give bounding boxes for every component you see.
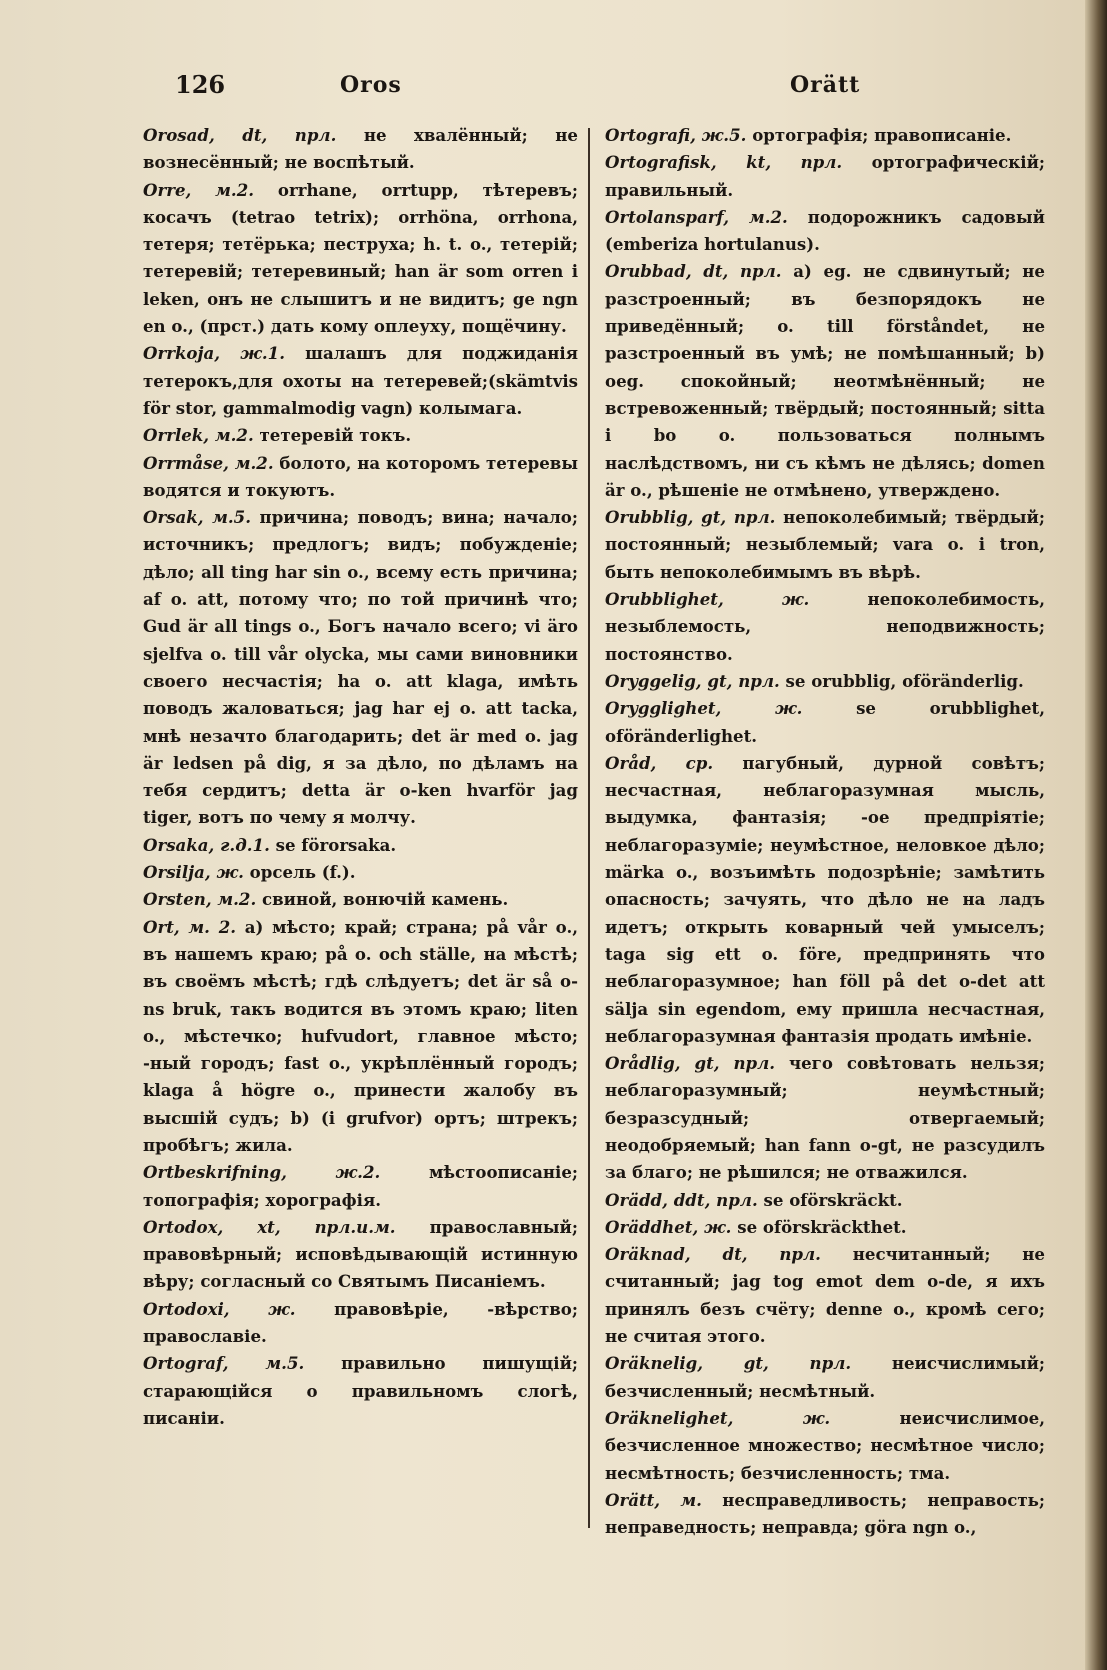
left-column [143, 122, 578, 1432]
dictionary-entry [605, 1350, 1045, 1405]
entry-definition: правильно пишущій; старающійся о правильномъ слогѣ, писаніи. [143, 1353, 578, 1428]
entry-definition: мѣстоописаніе; топографія; хорографія. [143, 1162, 579, 1210]
entry-headword: Ortograf, м.5. [143, 1353, 305, 1374]
entry-definition: православный; правовѣрный; исповѣдывающій истинную вѣру; согласный со Святымъ Писаніемъ. [143, 1216, 578, 1292]
dictionary-entry [605, 1241, 1045, 1350]
entry-definition: подорожникъ садовый (emberiza hortulanus). [605, 206, 1045, 255]
entry-headword: Oråd, ср. [605, 752, 714, 773]
entry-headword: Oräknelig, gt, прл. [605, 1353, 852, 1374]
dictionary-entry [143, 450, 578, 505]
dictionary-entry [605, 504, 1045, 586]
dictionary-entry [605, 586, 1045, 668]
entry-definition: несправедливость; неправость; неправедность; неправда; göra ngn o., [605, 1489, 1045, 1538]
dictionary-entry [605, 1487, 1045, 1542]
dictionary-entry [605, 1050, 1045, 1186]
entry-headword: Ortbeskrifning, ж.2. [143, 1162, 381, 1183]
entry-definition: неисчислимый; безчисленный; несмѣтный. [605, 1353, 1045, 1401]
entry-definition: болото, на которомъ тетеревы водятся и токуютъ. [143, 452, 578, 500]
column-divider [588, 128, 590, 1528]
dictionary-entry [143, 886, 578, 913]
entry-definition: непоколебимость, незыблемость, неподвижность; постоянство. [605, 589, 1045, 664]
dictionary-entry [143, 504, 578, 832]
entry-headword: Orådlig, gt, прл. [605, 1053, 776, 1074]
page-number: 126 [175, 70, 226, 99]
entry-headword: Orre, м.2. [143, 179, 255, 200]
dictionary-entry [605, 1214, 1045, 1241]
entry-headword: Ortografisk, kt, прл. [605, 152, 843, 173]
entry-headword: Orädd, ddt, прл. [605, 1189, 758, 1210]
entry-definition: правовѣріе, -вѣрство; православіе. [143, 1298, 579, 1347]
dictionary-entry [143, 1214, 578, 1296]
entry-definition: несчитанный; не считанный; jag tog emot dem o-de, я ихъ принялъ безъ счёту; denne o., кромѣ сего; не считая этого. [605, 1244, 1045, 1347]
entry-headword: Orsaka, г.д.1. [143, 834, 270, 855]
dictionary-entry [605, 1187, 1045, 1214]
entry-headword: Orsten, м.2. [143, 889, 257, 910]
entry-definition: ортографическій; правильный. [605, 152, 1046, 200]
dictionary-entry [605, 204, 1045, 259]
entry-definition: непоколебимый; твёрдый; постоянный; незыблемый; vara o. i tron, быть непоколебимымъ въ вѣрѣ. [605, 507, 1045, 582]
entry-headword: Orubbad, dt, прл. [605, 261, 782, 282]
entry-headword: Orrlek, м.2. [143, 425, 254, 446]
entry-definition: orrhane, orrtupp, тѣтеревъ; косачъ (tetrao tetrix); orrhöna, orrhona, тетеря; тетёрька; пеструха; h. t. o., тетерій; тетеревій; тетеревиный; han är som orren i leken, онъ не слышитъ и не видитъ; ge ngn en o., (прст.) дать кому оплеуху, пощёчину. [143, 179, 578, 337]
entry-definition: чего совѣтовать нельзя; неблагоразумный; неумѣстный; безразсудный; отвергаемый; неодобряемый; han fann o-gt, не разсудилъ за благо; не рѣшился; не отважился. [605, 1053, 1045, 1183]
entry-headword: Orrmåse, м.2. [143, 452, 274, 473]
entry-definition: свиной, вонючій камень. [256, 889, 509, 910]
entry-definition: тетеревій токъ. [253, 425, 412, 446]
entry-headword: Oräddhet, ж. [605, 1216, 732, 1237]
left-running-head: Oros [340, 72, 402, 98]
dictionary-entry [605, 750, 1045, 1050]
entry-definition: se oförskräckthet. [731, 1216, 907, 1237]
book-spine-shadow [1085, 0, 1107, 1670]
dictionary-entry [605, 149, 1045, 204]
entry-headword: Oryggelig, gt, прл. [605, 670, 780, 691]
entry-definition: se oförskräckt. [757, 1189, 903, 1210]
entry-definition: se orubblighet, oföränderlighet. [605, 698, 1045, 746]
dictionary-entry [143, 1159, 578, 1214]
dictionary-entry [143, 340, 578, 422]
entry-definition: se orubblig, oföränderlig. [779, 670, 1024, 691]
entry-headword: Orosad, dt, прл. [143, 125, 337, 145]
entry-headword: Orubblig, gt, прл. [605, 507, 776, 528]
right-running-head: Orätt [790, 72, 861, 98]
dictionary-entry [605, 1405, 1045, 1487]
entry-headword: Ort, м. 2. [143, 916, 237, 937]
dictionary-entry [605, 258, 1045, 504]
dictionary-entry [143, 1350, 578, 1432]
entry-definition: a) eg. не сдвинутый; не разстроенный; въ безпорядокъ не приведённый; o. till förståndet, не разстроенный въ умѣ; не помѣшанный; b) oeg. спокойный; неотмѣнённый; не встревоженный; твёрдый; постоянный; sitta i bo o. пользоваться полнымъ наслѣдствомъ, ни съ кѣмъ не дѣлясь; domen är o., рѣшеніе не отмѣнено, утверждено. [605, 261, 1045, 500]
entry-headword: Orätt, м. [605, 1489, 702, 1510]
dictionary-entry [143, 859, 578, 886]
entry-headword: Ortografi, ж.5. [605, 125, 747, 145]
entry-headword: Orubblighet, ж. [605, 589, 810, 610]
entry-definition: a) мѣсто; край; страна; på vår o., въ нашемъ краю; på o. och ställe, на мѣстѣ; въ своёмъ мѣстѣ; гдѣ слѣдуетъ; det är så o-ns bruk, такъ водится въ этомъ краю; liten o., мѣстечко; hufvudort, главное мѣсто; -ный городъ; fast o., укрѣплённый городъ; klaga å högre o., принести жалобу въ высшій судъ; b) (i grufvor) ортъ; штрекъ; пробѣгъ; жила. [143, 916, 578, 1155]
entry-definition: не хвалённый; не вознесённый; не воспѣтый. [143, 125, 578, 173]
entry-definition: причина; поводъ; вина; начало; источникъ; предлогъ; видъ; побужденіе; дѣло; all ting har sin o., всему есть причина; af o. att, потому что; по той причинѣ что; Gud är all tings o., Богъ начало всего; vi äro sjelfva o. till vår olycka, мы сами виновники своего несчастія; ha o. att klaga, имѣть поводъ жаловаться; jag har ej o. att tacka, мнѣ незачто благодарить; det är med o. jag är ledsen på dig, я за дѣло, по дѣламъ на тебя сердитъ; detta är o-ken hvarför jag tiger, вотъ по чему я молчу. [143, 507, 579, 828]
entry-definition: se förorsaka. [269, 834, 397, 855]
dictionary-entry [143, 422, 578, 449]
entry-definition: пагубный, дурной совѣтъ; несчастная, неблагоразумная мысль, выдумка, фантазія; -ое предпріятіе; неблагоразуміе; неумѣстное, неловкое дѣло; märka o., возъимѣть подозрѣніе; замѣтить опасность; зачуять, что дѣло не на ладъ идетъ; открыть коварный чей умыселъ; taga sig ett o. före, предпринять что неблагоразумное; han föll på det o-det att sälja sin egendom, ему пришла несчастная, неблагоразумная фантазія продать имѣніе. [605, 752, 1045, 1046]
entry-headword: Ortodox, xt, прл.и.м. [143, 1216, 396, 1237]
dictionary-entry [143, 122, 578, 177]
entry-headword: Orsak, м.5. [143, 507, 251, 528]
right-column [605, 122, 1045, 1541]
dictionary-entry [143, 832, 578, 859]
entry-headword: Ortolansparf, м.2. [605, 206, 788, 227]
dictionary-entry [605, 122, 1045, 149]
entry-headword: Oräknad, dt, прл. [605, 1244, 821, 1265]
dictionary-entry [605, 695, 1045, 750]
entry-headword: Oräknelighet, ж. [605, 1407, 831, 1428]
entry-headword: Ortodoxi, ж. [143, 1298, 296, 1319]
entry-definition: неисчислимое, безчисленное множество; несмѣтное число; несмѣтность; безчисленность; тма. [605, 1407, 1045, 1483]
entry-headword: Orsilja, ж. [143, 862, 244, 883]
entry-definition: орсель (f.). [243, 862, 356, 883]
page-header [0, 70, 1085, 110]
entry-headword: Orygglighet, ж. [605, 698, 803, 719]
dictionary-entry [143, 177, 578, 341]
dictionary-entry [143, 914, 578, 1160]
dictionary-entry [605, 668, 1045, 695]
dictionary-entry [143, 1296, 578, 1351]
entry-definition: ортографія; правописаніе. [746, 125, 1012, 145]
entry-headword: Orrkoja, ж.1. [143, 343, 285, 364]
entry-definition: шалашъ для поджиданія тетерокъ,для охоты на тетеревей;(skämtvis för stor, gammalmodig vagn) колымага. [143, 343, 578, 418]
